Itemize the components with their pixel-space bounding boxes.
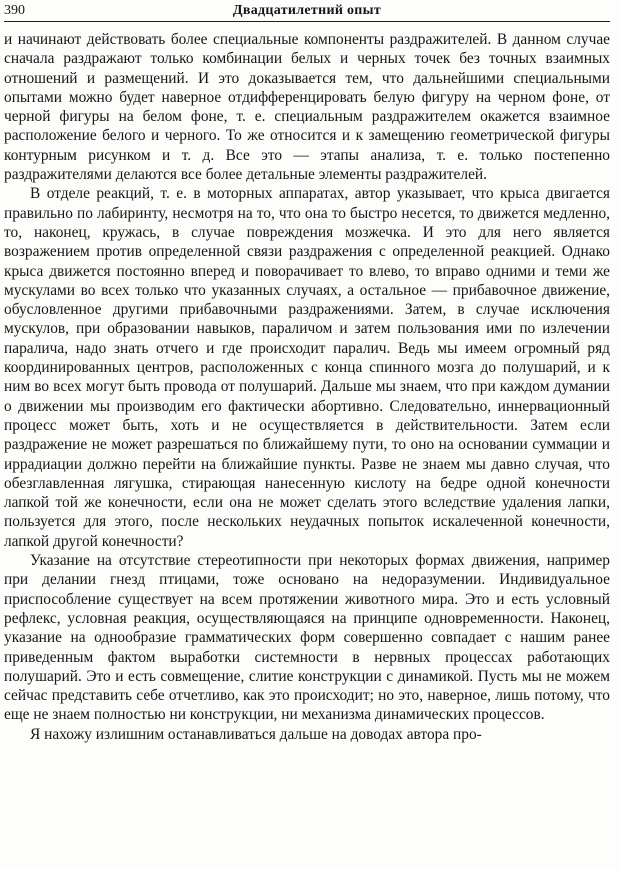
- page-number: 390: [4, 3, 25, 18]
- paragraph: и начинают действовать более специальные компоненты раздражителей. В данном случае сначала раздражают только комбинации белых и черных точек без точных взаимных отношений и размещений. И это доказывается тем, что дальнейшими специальными опытами можно будет наверное отдифференцировать белую фигуру на черном фоне, от черной фигуры на белом фоне, т. е. специальным раздражителем окажется взаимное расположение белого и черного. То же относится и к замещению геометрической фигуры контурным рисунком и т. д. Все это — этапы анализа, т. е. только постепенно раздражителями делаются все более детальные элементы раздражителей.: [4, 31, 610, 184]
- page-header: [4, 1, 610, 22]
- paragraph: Я нахожу излишним останавливаться дальше на доводах автора про-: [30, 725, 482, 743]
- page-body: [4, 30, 610, 744]
- paragraph: Указание на отсутствие стереотипности при некоторых формах движения, например при делании гнезд птицами, тоже основано на недоразумении. Индивидуальное приспособление существует на всем протяжении животного мира. Это и есть условный рефлекс, условная реакция, осуществляющаяся на принципе одновременности. Наконец, указание на однообразие грамматических форм совершенно совпадает с нашим ранее приведенным фактом выработки системности в нервных процессах работающих полушарий. Это и есть совмещение, слитие конструкции с динамикой. Пусть мы не можем сейчас представить себе отчетливо, как это происходит; но это, наверное, лишь потому, что еще не знаем полностью ни конструкции, ни механизма динамических процессов.: [4, 552, 610, 724]
- paragraph: В отделе реакций, т. е. в моторных аппаратах, автор указывает, что крыса двигается правильно по лабиринту, несмотря на то, что она то быстро несется, то движется медленно, то, наконец, кружась, в случае повреждения мозжечка. И это для него является возражением против определенной связи раздражения с определенной реакцией. Однако крыса движется постоянно вперед и поворачивает то влево, то вправо одними и теми же мускулами во всех только что указанных случаях, а остальное — прибавочное движение, обусловленное другими прибавочными раздражениями. Затем, в случае исключения мускулов, при образовании навыков, параличом и затем пользования ими по излечении паралича, надо знать отчего и где происходит паралич. Ведь мы имеем огромный ряд координированных центров, расположенных с конца спинного мозга до полушарий, и к ним во всех могут быть провода от полушарий. Дальше мы знаем, что при каждом думании о движении мы производим его фактически абортивно. Следовательно, иннервационный процесс может быть, хоть и не осуществляется в действительности. Затем если раздражение не может разрешаться по ближайшему пути, то оно на основании суммации и иррадиации должно перейти на ближайшие пункты. Разве не знаем мы давно случая, что обезглавленная лягушка, стирающая нанесенную кислоту на бедре одной конечности лапкой той же конечности, если она не может сделать этого вследствие удаления лапки, пользуется для этого, после нескольких неудачных попыток искалеченной конечности, лапкой другой конечности?: [4, 185, 610, 550]
- running-title: Двадцатилетний опыт: [232, 3, 382, 18]
